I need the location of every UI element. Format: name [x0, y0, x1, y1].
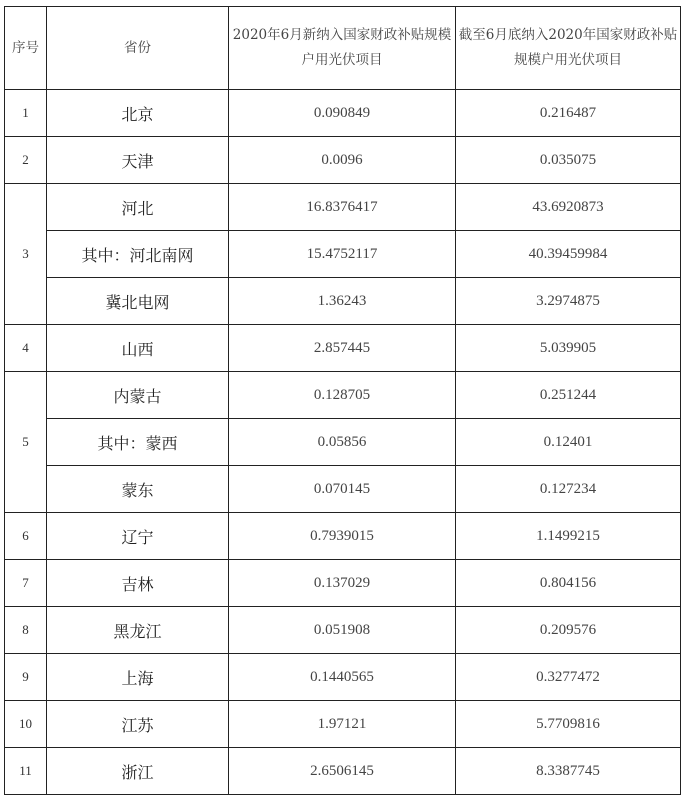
header-seq: 序号 [5, 7, 47, 90]
row-province: 天津 [47, 137, 229, 184]
table-row [5, 607, 681, 654]
row-seq: 11 [5, 748, 47, 795]
table-row [5, 748, 681, 795]
table-row [5, 701, 681, 748]
row-province: 冀北电网 [47, 278, 229, 325]
row-province: 上海 [47, 654, 229, 701]
row-cumulative: 43.6920873 [456, 184, 681, 231]
row-province: 蒙东 [47, 466, 229, 513]
row-seq: 3 [5, 184, 47, 325]
row-province: 其中：河北南网 [47, 231, 229, 278]
row-seq: 2 [5, 137, 47, 184]
table-row [5, 278, 681, 325]
row-new-june: 0.1440565 [229, 654, 456, 701]
row-new-june: 2.857445 [229, 325, 456, 372]
row-new-june: 0.0096 [229, 137, 456, 184]
row-new-june: 0.7939015 [229, 513, 456, 560]
row-cumulative: 8.3387745 [456, 748, 681, 795]
row-new-june: 1.97121 [229, 701, 456, 748]
row-new-june: 1.36243 [229, 278, 456, 325]
row-province: 吉林 [47, 560, 229, 607]
row-cumulative: 0.3277472 [456, 654, 681, 701]
row-seq: 9 [5, 654, 47, 701]
row-cumulative: 3.2974875 [456, 278, 681, 325]
row-province: 山西 [47, 325, 229, 372]
row-province: 辽宁 [47, 513, 229, 560]
table-row [5, 513, 681, 560]
row-new-june: 0.137029 [229, 560, 456, 607]
row-cumulative: 0.251244 [456, 372, 681, 419]
table-row [5, 466, 681, 513]
row-cumulative: 0.216487 [456, 90, 681, 137]
row-cumulative: 5.039905 [456, 325, 681, 372]
row-province: 内蒙古 [47, 372, 229, 419]
row-cumulative: 5.7709816 [456, 701, 681, 748]
table-row [5, 90, 681, 137]
row-seq: 10 [5, 701, 47, 748]
pv-subsidy-table [4, 6, 681, 795]
row-new-june: 0.090849 [229, 90, 456, 137]
row-seq: 8 [5, 607, 47, 654]
row-new-june: 2.6506145 [229, 748, 456, 795]
row-province: 浙江 [47, 748, 229, 795]
row-cumulative: 0.127234 [456, 466, 681, 513]
table-row [5, 560, 681, 607]
table-row [5, 137, 681, 184]
row-new-june: 16.8376417 [229, 184, 456, 231]
row-province: 北京 [47, 90, 229, 137]
row-province: 其中：蒙西 [47, 419, 229, 466]
row-new-june: 15.4752117 [229, 231, 456, 278]
row-cumulative: 0.035075 [456, 137, 681, 184]
row-province: 江苏 [47, 701, 229, 748]
row-new-june: 0.070145 [229, 466, 456, 513]
row-cumulative: 0.804156 [456, 560, 681, 607]
table-row [5, 325, 681, 372]
row-cumulative: 0.209576 [456, 607, 681, 654]
table-row [5, 184, 681, 231]
table-row [5, 419, 681, 466]
header-province: 省份 [47, 7, 229, 90]
row-province: 黑龙江 [47, 607, 229, 654]
row-seq: 7 [5, 560, 47, 607]
table-header-row [5, 7, 681, 90]
row-seq: 5 [5, 372, 47, 513]
table-row [5, 372, 681, 419]
row-new-june: 0.051908 [229, 607, 456, 654]
row-new-june: 0.05856 [229, 419, 456, 466]
table-row [5, 654, 681, 701]
row-seq: 4 [5, 325, 47, 372]
row-seq: 6 [5, 513, 47, 560]
table-row [5, 231, 681, 278]
row-cumulative: 1.1499215 [456, 513, 681, 560]
row-new-june: 0.128705 [229, 372, 456, 419]
row-seq: 1 [5, 90, 47, 137]
header-new-june: 2020年6月新纳入国家财政补贴规模户用光伏项目 [229, 7, 456, 90]
row-cumulative: 0.12401 [456, 419, 681, 466]
row-province: 河北 [47, 184, 229, 231]
row-cumulative: 40.39459984 [456, 231, 681, 278]
header-cumulative: 截至6月底纳入2020年国家财政补贴规模户用光伏项目 [456, 7, 681, 90]
